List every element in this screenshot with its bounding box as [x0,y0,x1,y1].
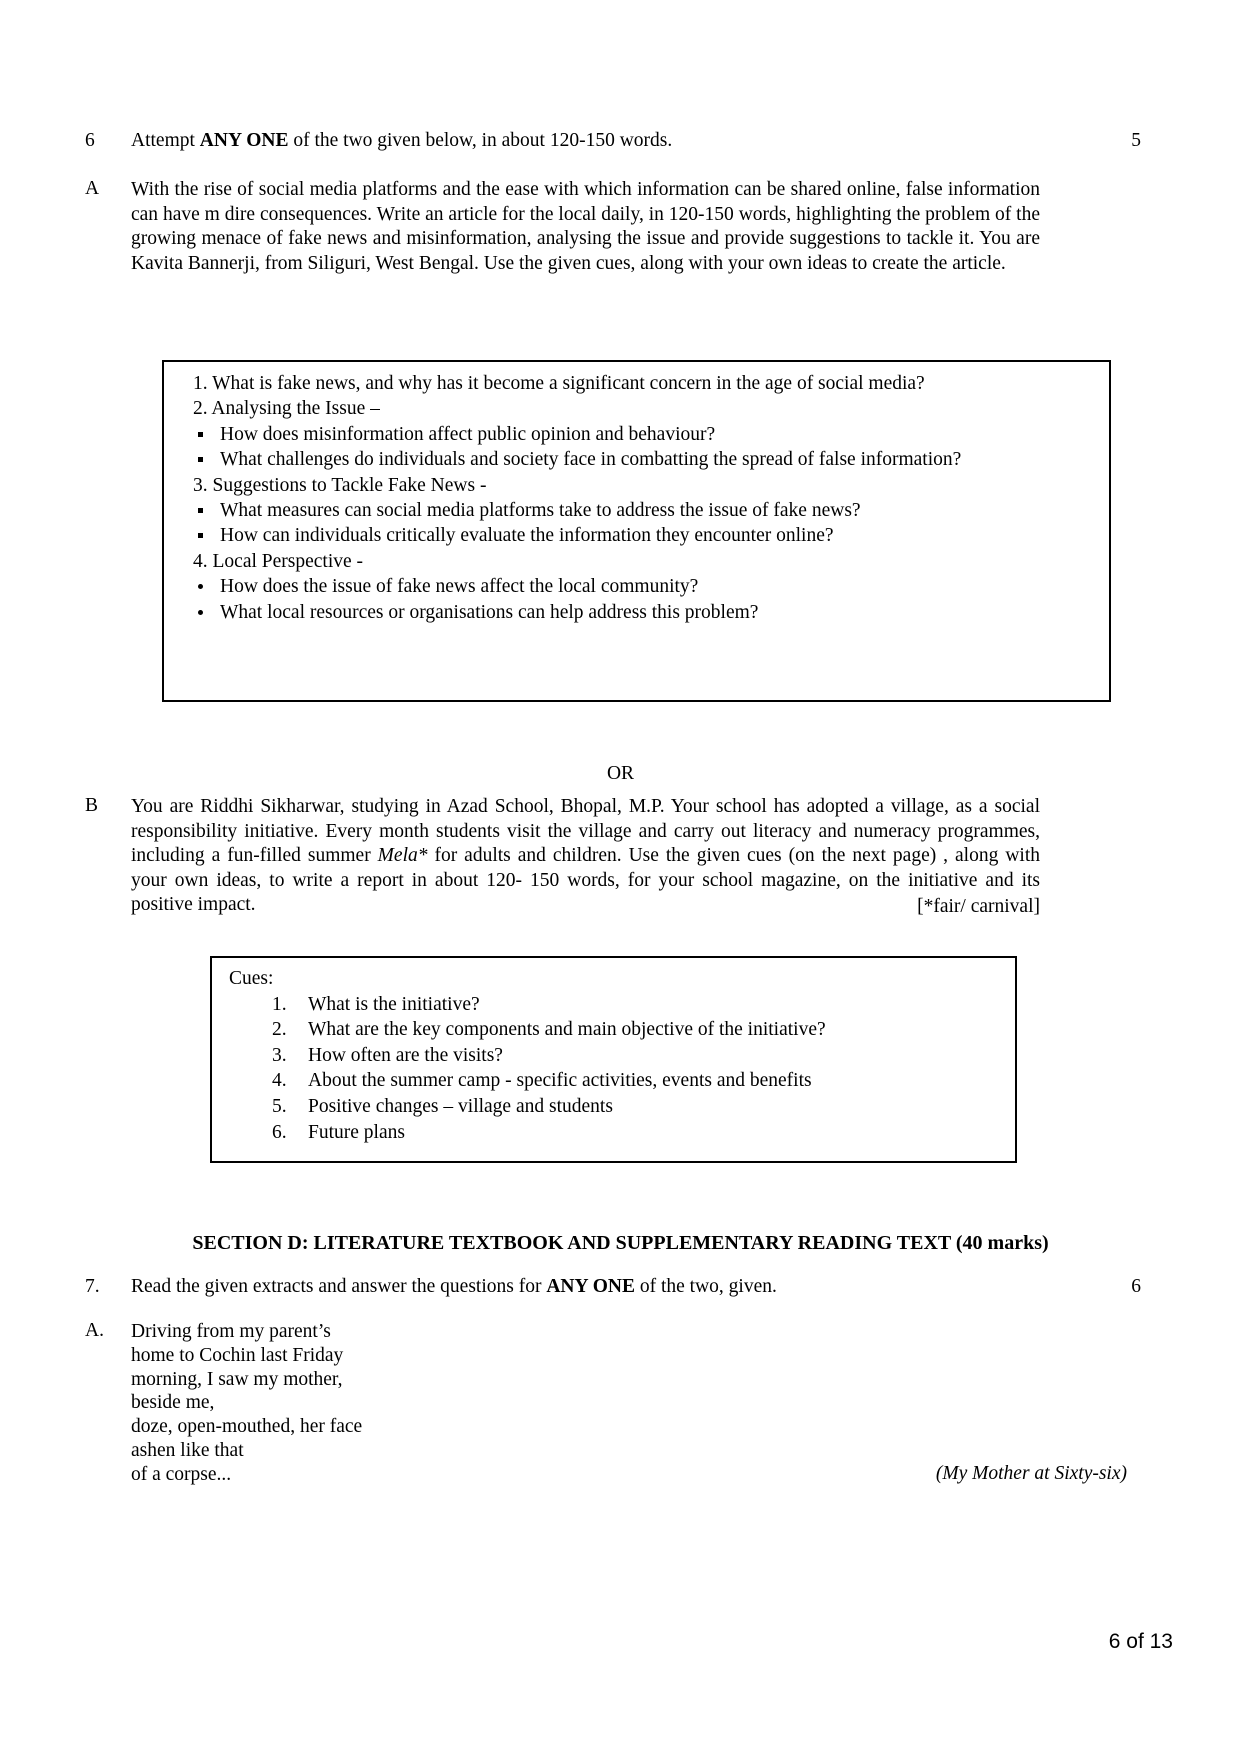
cue-line [193,574,1099,599]
report-cue-text: What are the key components and main objective of the initiative? [308,1019,826,1041]
or-divider: OR [606,763,635,784]
cue-line [193,422,1099,447]
question-6-text [131,130,1040,152]
question-7-bold: ANY ONE [546,1276,635,1297]
report-cue-item [272,1043,1005,1069]
report-cue-item [272,1120,1005,1146]
cue-line-text: 4. Local Perspective - [193,550,364,572]
cue-line-text: How does misinformation affect public opinion and behaviour? [220,423,716,445]
poem-line: of a corpse... [131,1463,232,1485]
option-b-paragraph [131,795,1040,918]
option-a-paragraph: With the rise of social media platforms and the ease with which information can be shared online, false information can have m dire consequences. Write an article for the local daily, in 120-150 words, highlighting the problem of the growing menace of fake news and misinformation, analysing the issue and provide suggestions to tackle it. You are Kavita Bannerji, from Siliguri, West Bengal. Use the given cues, along with your own ideas to create the article. [131,179,1040,274]
option-a-label: A [85,178,100,199]
report-cues-title: Cues: [229,968,274,989]
cue-line-text: 1. What is fake news, and why has it become a significant concern in the age of social media? [193,373,925,394]
report-cue-number: 4. [272,1070,287,1092]
report-cue-text: Future plans [308,1121,405,1143]
cue-line [193,498,1099,523]
cue-line [193,473,1099,498]
report-cue-text: How often are the visits? [308,1044,503,1066]
question-6-bold: ANY ONE [199,130,289,151]
question-6-prefix: Attempt [131,130,200,151]
question-7-marks: 6 [1131,1276,1141,1297]
poem-line: morning, I saw my mother, [131,1368,343,1390]
square-bullet-icon [193,422,220,447]
cue-line-text: How does the issue of fake news affect the local community? [220,576,699,598]
option-b-paragraph-wrap [131,795,1040,918]
cue-line [193,523,1099,548]
question-6-number: 6 [85,130,95,151]
square-bullet-icon [193,498,220,523]
option-b-label: B [85,795,99,816]
cue-line [193,396,1099,421]
poem-line: ashen like that [131,1439,244,1461]
report-cue-text: Positive changes – village and students [308,1095,613,1117]
poem-line: home to Cochin last Friday [131,1344,344,1366]
report-cues-box [210,956,1017,1163]
report-cue-text: What is the initiative? [308,993,480,1015]
question-7-prefix: Read the given extracts and answer the questions for [131,1276,547,1297]
cue-line-text: What measures can social media platforms take to address the issue of fake news? [220,500,861,522]
extract-a-label: A. [85,1320,104,1341]
round-bullet-icon [193,600,220,625]
round-bullet-icon [193,574,220,599]
option-b-footnote: [*fair/ carnival] [909,896,1040,918]
cue-line-text: 3. Suggestions to Tackle Fake News - [193,474,487,496]
option-b-text-1: You are Riddhi Sikharwar, studying in Azad School, Bhopal, M.P. Your school has adopted a village, as a social responsibility initiative. Every month students visit the village and carry out literacy and numeracy programmes, including a fun-filled summer [131,796,1040,866]
option-b-text-2: for adults and children. Use the given cues (on the next page) , along with your own ideas, to write a report in about 120- 150 words, for your school magazine, on the initiative and its positive impact. [131,845,1040,915]
extract-a-poem [131,1320,631,1487]
poem-line: Driving from my parent’s [131,1321,331,1342]
report-cue-number: 2. [272,1019,287,1041]
fake-news-cues-box [162,360,1111,702]
report-cue-number: 6. [272,1121,287,1143]
question-7-suffix: of the two, given. [634,1276,777,1297]
cue-line [193,600,1099,625]
report-cue-number: 1. [272,993,287,1015]
fake-news-cues-list [193,371,1099,625]
section-d-heading: SECTION D: LITERATURE TEXTBOOK AND SUPPLEMENTARY READING TEXT (40 marks) [192,1232,1049,1254]
question-7-number: 7. [85,1276,100,1297]
question-6-suffix: of the two given below, in about 120-150 words. [288,130,673,151]
report-cue-item [272,992,1005,1018]
cue-line-text: How can individuals critically evaluate the information they encounter online? [220,525,834,547]
cue-line-text: 2. Analysing the Issue – [193,398,380,420]
extract-a-attribution: (My Mother at Sixty-six) [935,1463,1127,1484]
report-cue-number: 5. [272,1095,287,1117]
square-bullet-icon [193,447,220,472]
poem-line: beside me, [131,1392,215,1414]
cue-line-text: What challenges do individuals and society face in combatting the spread of false information? [220,449,962,471]
question-7-text [131,1276,1040,1298]
option-b-italic-mela: Mela* [377,845,428,866]
cue-line-text: What local resources or organisations can help address this problem? [220,601,759,623]
poem-line: doze, open-mouthed, her face [131,1416,363,1438]
square-bullet-icon [193,523,220,548]
report-cues-list [229,992,1005,1146]
report-cue-number: 3. [272,1044,287,1066]
report-cue-item [272,1017,1005,1043]
cue-line [193,549,1099,574]
report-cue-text: About the summer camp - specific activities, events and benefits [308,1070,812,1092]
question-6-marks: 5 [1131,130,1141,151]
report-cue-item [272,1068,1005,1094]
cue-line [193,447,1099,472]
cue-line [193,371,1099,396]
report-cue-item [272,1094,1005,1120]
page-number: 6 of 13 [1108,1630,1173,1653]
